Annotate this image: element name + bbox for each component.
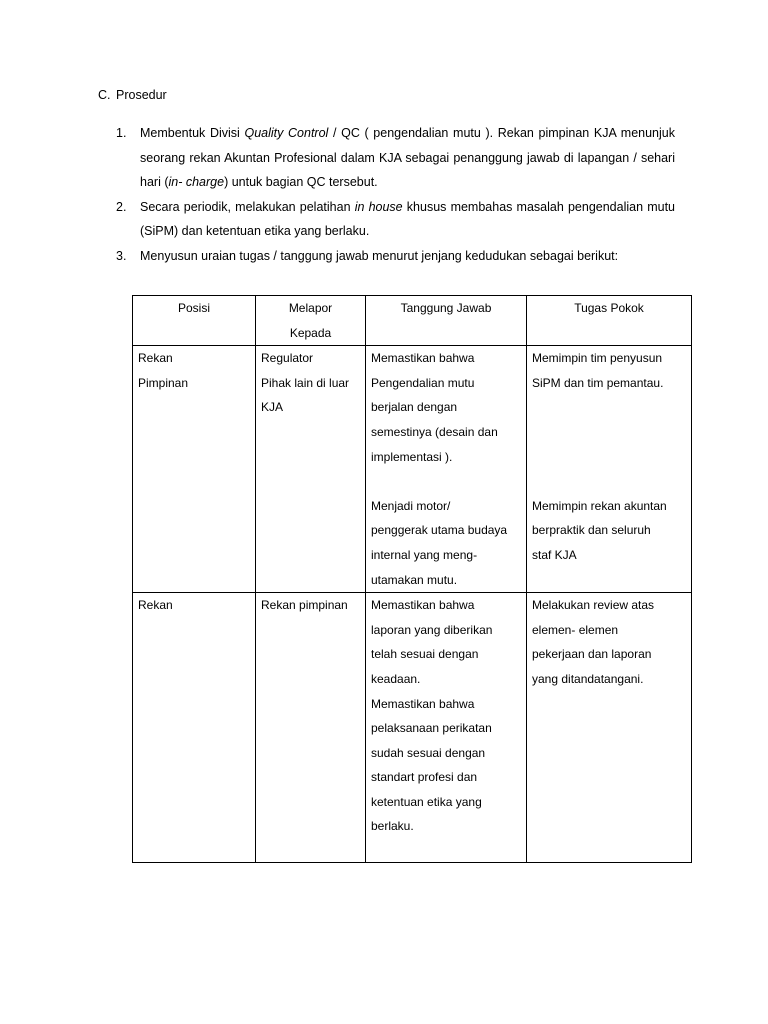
table-row <box>133 593 692 863</box>
table-header-row <box>133 296 692 346</box>
list-text: / QC ( pengendalian mutu ). Rekan pimpinan KJA menunjuk seorang rekan Akuntan Profesional dalam KJA sebagai penanggung jawab di lapangan / sehari hari ( <box>140 126 675 189</box>
list-text: Secara periodik, melakukan pelatihan <box>140 199 355 214</box>
list-item <box>116 121 675 195</box>
list-text-italic: in house <box>354 199 403 214</box>
list-number: 3. <box>116 248 127 263</box>
section-heading <box>98 88 167 102</box>
section-title: Prosedur <box>116 88 167 102</box>
cell-posisi: Rekan <box>133 593 256 863</box>
cell-posisi: Rekan Pimpinan <box>133 346 256 593</box>
list-text: Membentuk Divisi <box>140 126 245 140</box>
cell-melapor: Rekan pimpinan <box>256 593 366 863</box>
list-text: ) untuk bagian QC tersebut. <box>224 175 378 189</box>
section-letter: C. <box>98 88 111 102</box>
header-tugas-pokok: Tugas Pokok <box>527 296 692 346</box>
cell-tugas-pokok: Melakukan review atas elemen- elemen pekerjaan dan laporan yang ditandatangani. <box>527 593 692 863</box>
cell-tanggung-jawab: Memastikan bahwa Pengendalian mutu berjalan dengan semestinya (desain dan implementasi ). Menjadi motor/ penggerak utama budaya internal yang meng- utamakan mutu. <box>366 346 527 593</box>
cell-tanggung-jawab: Memastikan bahwa laporan yang diberikan telah sesuai dengan keadaan. Memastikan bahwa pelaksanaan perikatan sudah sesuai dengan standart profesi dan ketentuan etika yang berlaku. <box>366 593 527 863</box>
header-melapor: Melapor Kepada <box>256 296 366 346</box>
list-item <box>116 195 675 244</box>
list-number: 1. <box>116 126 127 140</box>
list-text: Menyusun uraian tugas / tanggung jawab menurut jenjang kedudukan sebagai berikut: <box>140 248 619 263</box>
duties-table <box>132 295 692 863</box>
table-row <box>133 346 692 593</box>
cell-melapor: Regulator Pihak lain di luar KJA <box>256 346 366 593</box>
procedure-list <box>116 121 675 268</box>
header-tanggung-jawab: Tanggung Jawab <box>366 296 527 346</box>
list-item <box>116 244 675 269</box>
cell-tugas-pokok: Memimpin tim penyusun SiPM dan tim pemantau. Memimpin rekan akuntan berpraktik dan seluruh staf KJA <box>527 346 692 593</box>
list-text-italic: in- charge <box>168 175 225 189</box>
list-text: khusus membahas masalah pengendalian mutu (SiPM) dan ketentuan etika yang berlaku. <box>140 199 675 238</box>
list-text-italic: Quality Control <box>244 126 329 140</box>
header-posisi: Posisi <box>133 296 256 346</box>
list-number: 2. <box>116 199 127 214</box>
